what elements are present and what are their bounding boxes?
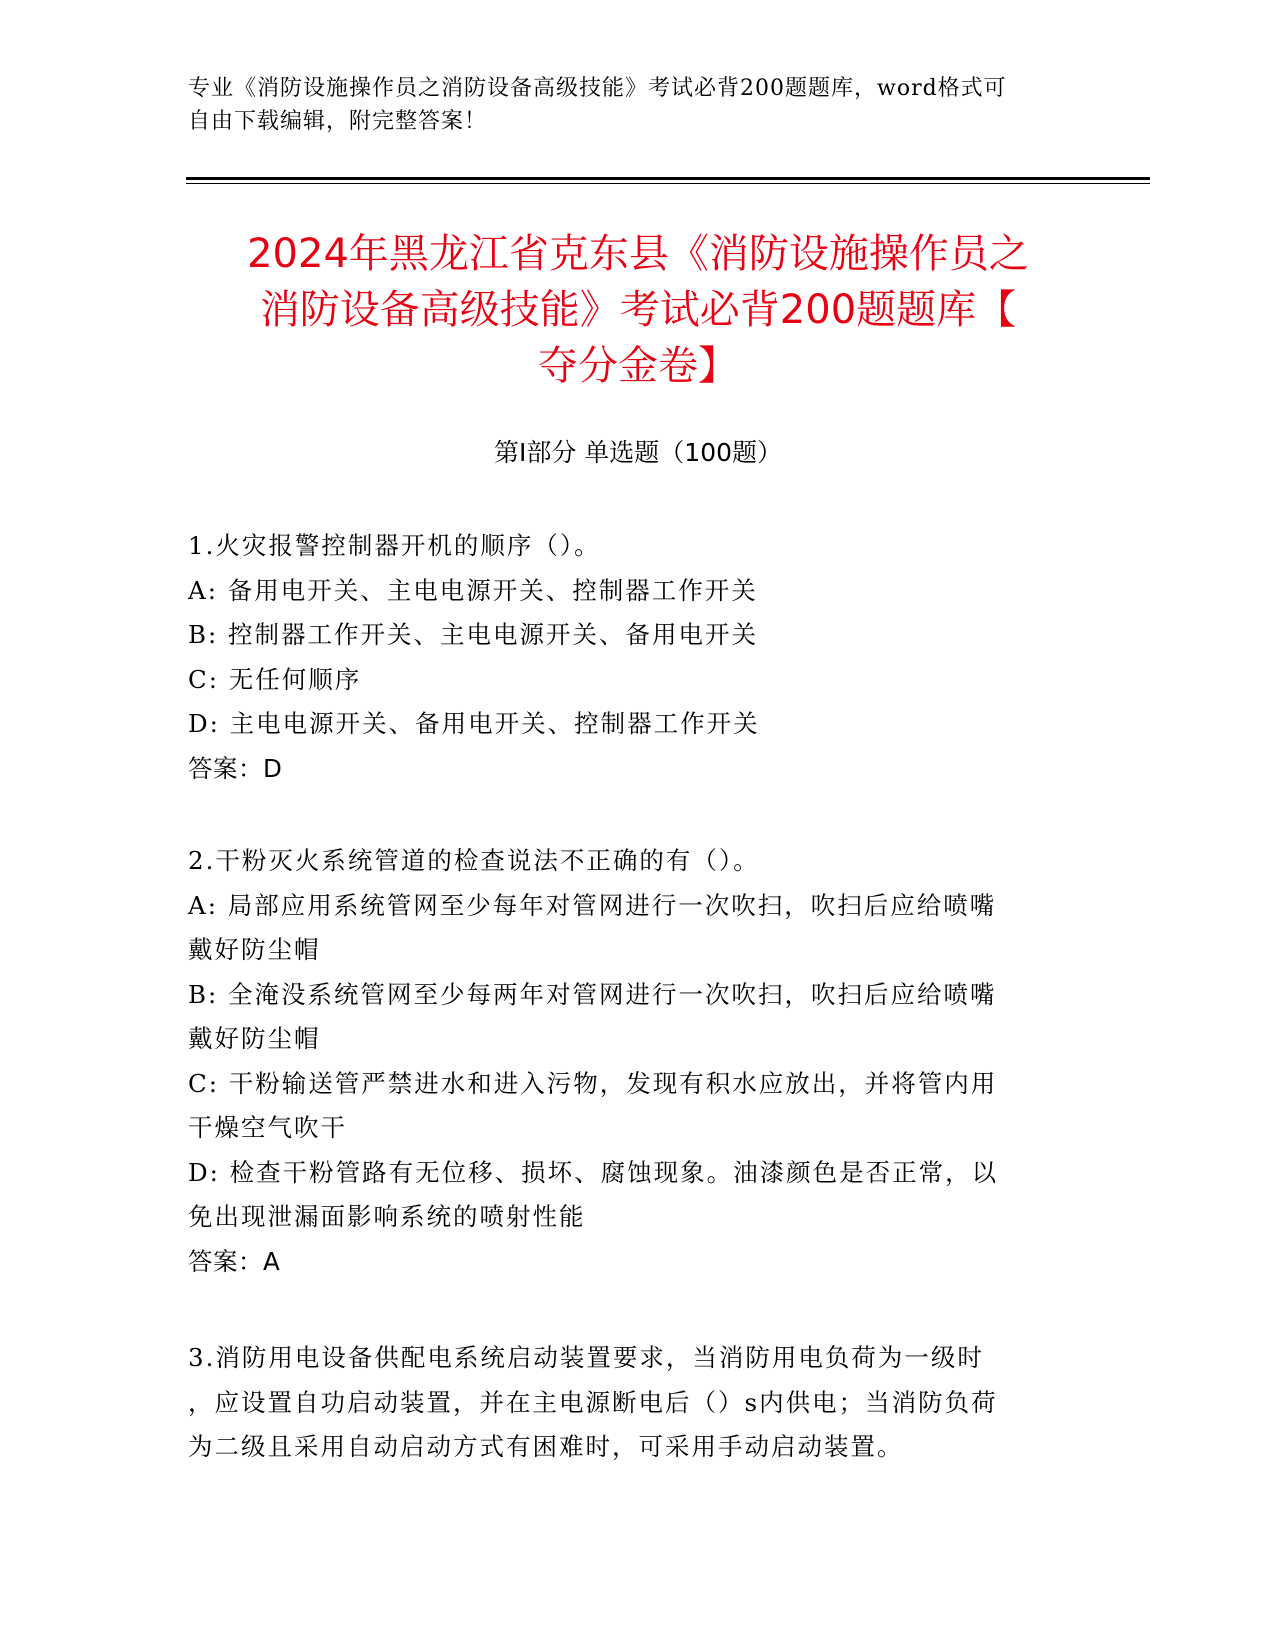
option-c: C: 干粉输送管严禁进水和进入污物，发现有积水应放出，并将管内用 <box>188 1068 998 1098</box>
title-line: 夺分金卷】 <box>538 343 738 389</box>
question-2 <box>188 839 1073 1284</box>
option-a: A: 备用电开关、主电电源开关、控制器工作开关 <box>188 575 758 605</box>
header-note <box>188 72 1068 138</box>
option-b: B: 控制器工作开关、主电电源开关、备用电开关 <box>188 620 759 649</box>
question-stem: 1.火灾报警控制器开机的顺序（）。 <box>188 531 601 560</box>
option-b: B: 全淹没系统管网至少每两年对管网进行一次吹扫，吹扫后应给喷嘴 <box>188 979 997 1009</box>
question-1 <box>188 524 1073 791</box>
answer-label: 答案：A <box>188 1246 281 1276</box>
option-d-continued: 免出现泄漏面影响系统的喷射性能 <box>188 1202 586 1231</box>
question-stem-continued: 为二级且采用自动启动方式有困难时，可采用手动启动装置。 <box>188 1432 904 1461</box>
question-3 <box>188 1336 1073 1470</box>
title-line: 消防设备高级技能》考试必背200题题库【 <box>259 287 1017 333</box>
document-title <box>150 226 1126 394</box>
header-note-line: 专业《消防设施操作员之消防设备高级技能》考试必背200题题库，word格式可 <box>188 76 1007 101</box>
title-line: 2024年黑龙江省克东县《消防设施操作员之 <box>247 231 1029 277</box>
question-stem: 3.消防用电设备供配电系统启动装置要求，当消防用电负荷为一级时 <box>188 1343 984 1372</box>
option-a-continued: 戴好防尘帽 <box>188 935 321 964</box>
header-divider-thick <box>186 177 1150 180</box>
option-a: A: 局部应用系统管网至少每年对管网进行一次吹扫，吹扫后应给喷嘴 <box>188 890 997 920</box>
answer-label: 答案：D <box>188 753 283 783</box>
header-divider-thin <box>186 183 1150 184</box>
option-b-continued: 戴好防尘帽 <box>188 1024 321 1053</box>
option-c-continued: 干燥空气吹干 <box>188 1113 347 1142</box>
option-c: C: 无任何顺序 <box>188 664 362 694</box>
question-stem: 2.干粉灭火系统管道的检查说法不正确的有（）。 <box>188 846 760 875</box>
header-note-line: 自由下载编辑，附完整答案！ <box>188 109 488 134</box>
option-d: D: 主电电源开关、备用电开关、控制器工作开关 <box>188 709 760 738</box>
section-title: 第Ⅰ部分 单选题（100题） <box>493 438 783 467</box>
option-d: D: 检查干粉管路有无位移、损坏、腐蚀现象。油漆颜色是否正常，以 <box>188 1157 999 1187</box>
question-stem-continued: ，应设置自功启动装置，并在主电源断电后（）s内供电；当消防负荷 <box>188 1387 998 1417</box>
